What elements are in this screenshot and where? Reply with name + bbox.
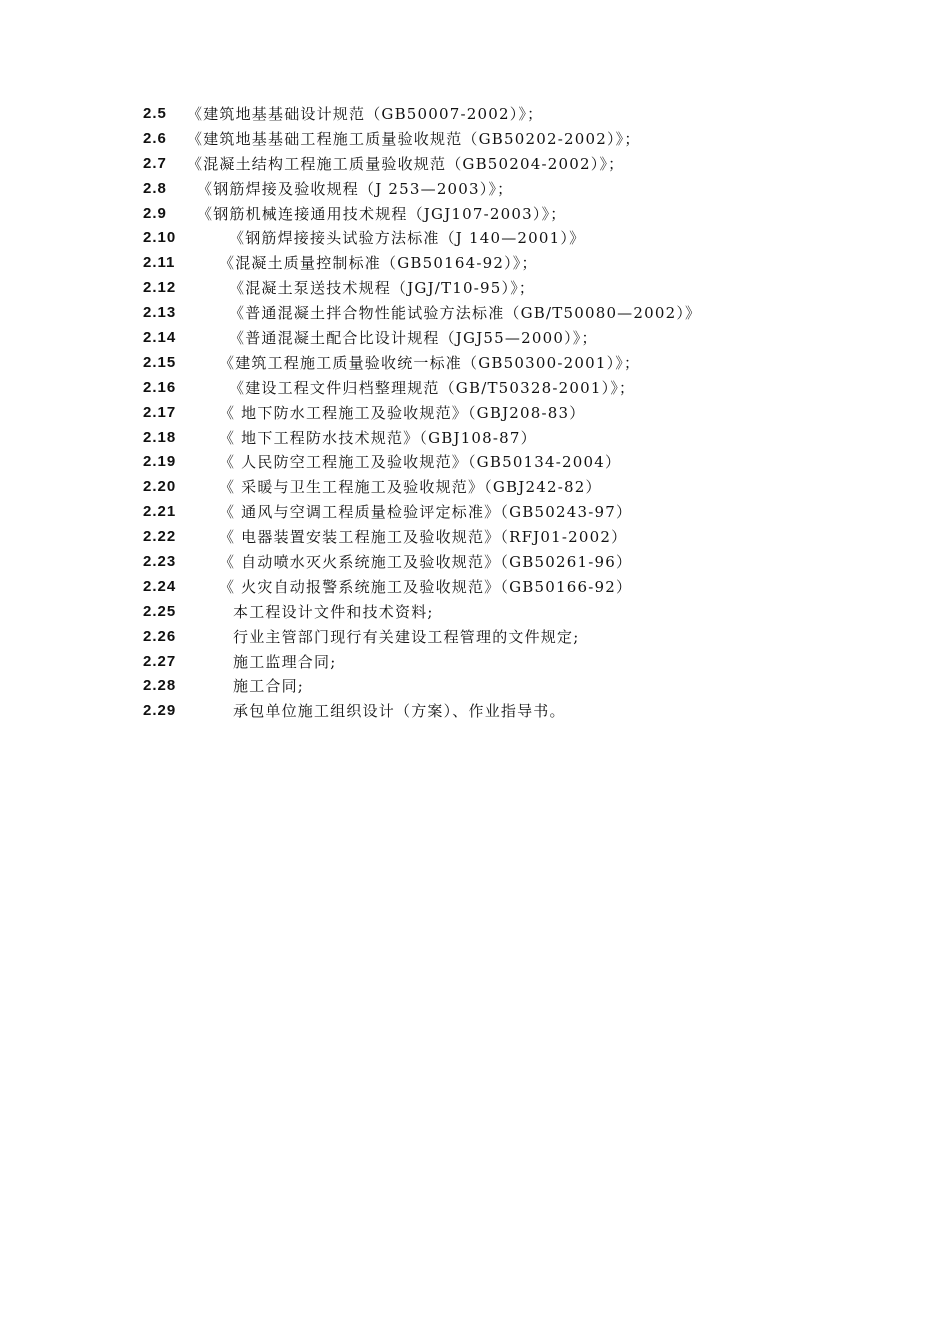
- item-text: 《混凝土质量控制标准（GB50164-92）》；: [219, 254, 538, 273]
- item-text: 施工监理合同;: [233, 652, 337, 671]
- list-item: [143, 127, 903, 152]
- item-number: 2.10: [143, 229, 177, 247]
- list-item: [143, 600, 903, 625]
- list-item: [143, 699, 903, 724]
- list-item: [143, 650, 903, 675]
- list-item: [143, 102, 903, 127]
- item-number: 2.25: [143, 602, 177, 620]
- list-item: [143, 177, 903, 202]
- list-item: [143, 301, 903, 326]
- item-number: 2.6: [143, 129, 167, 147]
- item-text: 《普通混凝土拌合物性能试验方法标准（GB/T50080—2002）》: [229, 304, 702, 323]
- item-number: 2.16: [143, 378, 177, 396]
- item-text: 《 地下防水工程施工及验收规范》（GBJ208-83）: [219, 403, 586, 422]
- item-text: 《 通风与空调工程质量检验评定标准》（GB50243-97）: [219, 503, 633, 522]
- item-number: 2.27: [143, 652, 177, 670]
- list-item: [143, 525, 903, 550]
- item-text: 承包单位施工组织设计（方案）、作业指导书。: [233, 702, 566, 721]
- list-item: [143, 550, 903, 575]
- item-text: 施工合同;: [233, 677, 305, 696]
- list-item: [143, 376, 903, 401]
- list-item: [143, 450, 903, 475]
- item-number: 2.20: [143, 478, 177, 496]
- item-number: 2.28: [143, 677, 177, 695]
- item-number: 2.18: [143, 428, 177, 446]
- item-number: 2.7: [143, 154, 167, 172]
- item-number: 2.13: [143, 304, 177, 322]
- item-number: 2.26: [143, 627, 177, 645]
- item-number: 2.21: [143, 503, 177, 521]
- list-item: [143, 674, 903, 699]
- item-text: 《 人民防空工程施工及验收规范》（GB50134-2004）: [219, 453, 622, 472]
- item-text: 《建筑地基基础设计规范（GB50007-2002）》；: [187, 105, 544, 123]
- item-number: 2.24: [143, 577, 177, 595]
- item-text: 《混凝土泵送技术规程（JGJ/T10-95）》；: [229, 279, 536, 298]
- item-number: 2.12: [143, 279, 177, 297]
- list-item: [143, 152, 903, 177]
- item-text: 《 火灾自动报警系统施工及验收规范》（GB50166-92）: [219, 577, 633, 596]
- item-text: 《钢筋焊接及验收规程（J 253—2003）》；: [197, 179, 514, 198]
- item-text: 《 地下工程防水技术规范》（GBJ108-87）: [219, 428, 537, 447]
- list-item: [143, 500, 903, 525]
- item-text: 《 电器装置安装工程施工及验收规范》（RFJ01-2002）: [219, 528, 628, 547]
- item-text: 《 自动喷水灭火系统施工及验收规范》（GB50261-96）: [219, 553, 633, 572]
- item-text: 《建筑工程施工质量验收统一标准（GB50300-2001）》；: [219, 353, 641, 372]
- item-number: 2.19: [143, 453, 177, 471]
- item-number: 2.5: [143, 105, 167, 122]
- item-text: 《混凝土结构工程施工质量验收规范（GB50204-2002）》；: [187, 154, 625, 173]
- list-item: [143, 401, 903, 426]
- item-number: 2.8: [143, 179, 167, 197]
- list-item: [143, 475, 903, 500]
- item-text: 《普通混凝土配合比设计规程（JGJ55—2000）》；: [229, 329, 598, 348]
- list-item: [143, 202, 903, 227]
- item-number: 2.17: [143, 403, 177, 421]
- item-text: 《钢筋机械连接通用技术规程（JGJ107-2003）》；: [197, 204, 567, 223]
- item-number: 2.14: [143, 329, 177, 347]
- standards-list: [143, 102, 903, 724]
- item-number: 2.23: [143, 553, 177, 571]
- list-item: [143, 625, 903, 650]
- item-number: 2.11: [143, 254, 176, 272]
- item-text: 行业主管部门现行有关建设工程管理的文件规定;: [233, 627, 580, 646]
- item-number: 2.22: [143, 528, 177, 546]
- item-text: 本工程设计文件和技术资料;: [233, 602, 434, 621]
- item-number: 2.15: [143, 353, 177, 371]
- item-number: 2.29: [143, 702, 177, 720]
- list-item: [143, 351, 903, 376]
- item-text: 《钢筋焊接接头试验方法标准（J 140—2001）》: [229, 229, 586, 248]
- item-text: 《 采暖与卫生工程施工及验收规范》（GBJ242-82）: [219, 478, 602, 497]
- list-item: [143, 575, 903, 600]
- list-item: [143, 326, 903, 351]
- item-number: 2.9: [143, 204, 167, 222]
- list-item: [143, 426, 903, 451]
- list-item: [143, 226, 903, 251]
- item-text: 《建设工程文件归档整理规范（GB/T50328-2001）》；: [229, 378, 636, 397]
- item-text: 《建筑地基基础工程施工质量验收规范（GB50202-2002）》；: [187, 129, 641, 148]
- list-item: [143, 251, 903, 276]
- list-item: [143, 276, 903, 301]
